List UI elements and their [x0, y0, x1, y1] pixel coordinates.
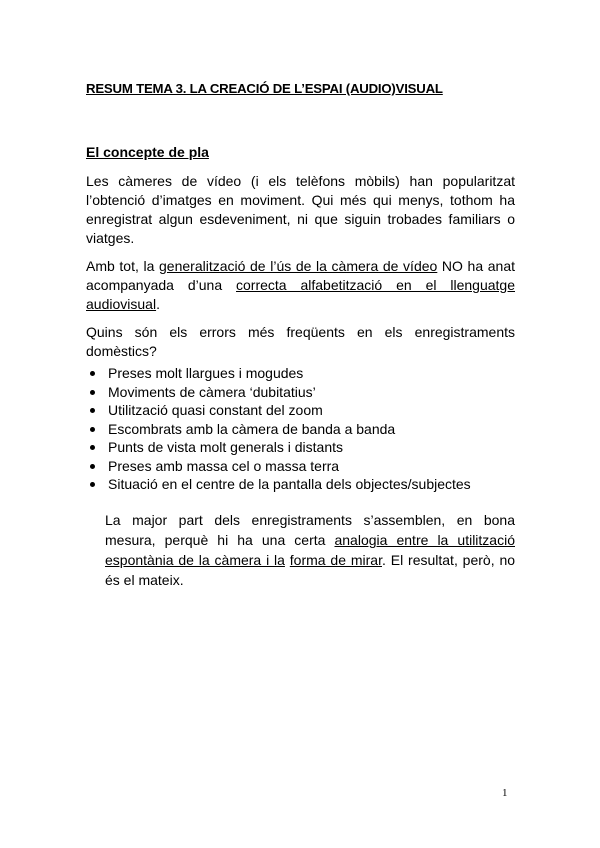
- paragraph-2-underlined-1: generalització de l’ús de la càmera de vídeo: [159, 258, 438, 274]
- bullet-icon: [90, 464, 95, 469]
- paragraph-1: Les càmeres de vídeo (i els telèfons mòbils) han popularitzat l’obtenció d’imatges en moviment. Qui més qui menys, tothom ha enregistrat algun esdeveniment, ni que siguin trobades familiars o viatges.: [86, 173, 515, 246]
- list-item-text: Preses amb massa cel o massa terra: [108, 457, 340, 474]
- list-item: [86, 457, 471, 476]
- list-item-text: Moviments de càmera ‘dubitatius’: [108, 383, 316, 400]
- bullet-icon: [90, 408, 95, 413]
- bullet-icon: [90, 427, 95, 432]
- bullet-icon: [90, 371, 95, 376]
- paragraph-4-part-3: . El resultat, però, no és el mateix.: [105, 552, 516, 588]
- bullet-icon: [90, 390, 95, 395]
- list-item: [86, 438, 471, 457]
- bullet-icon: [90, 445, 95, 450]
- list-item: [86, 401, 471, 420]
- paragraph-4-underlined-1: analogia entre la utilització espontània de la càmera i la: [105, 532, 515, 568]
- list-item: [86, 475, 471, 494]
- list-item: [86, 383, 471, 402]
- list-item-text: Escombrats amb la càmera de banda a banda: [108, 420, 396, 437]
- bullet-icon: [90, 482, 95, 487]
- list-item: [86, 364, 471, 383]
- paragraph-2: [86, 257, 515, 314]
- list-item-text: Utilització quasi constant del zoom: [108, 402, 323, 418]
- paragraph-4-part-1: La major part dels enregistraments s’assemblen, en bona mesura, perquè hi ha una certa: [105, 512, 515, 548]
- list-item-text: Situació en el centre de la pantalla dels objectes/subjectes: [108, 476, 471, 492]
- paragraph-4-underlined-2: forma de mirar: [289, 552, 382, 568]
- document-title: RESUM TEMA 3. LA CREACIÓ DE L’ESPAI (AUDIO)VISUAL: [86, 81, 443, 96]
- page-number: 1: [502, 787, 508, 799]
- paragraph-2-part-3: .: [156, 296, 160, 312]
- error-list: [86, 364, 471, 494]
- paragraph-2-part-2: NO ha anat acompanyada d’una: [86, 258, 515, 293]
- list-item: [86, 420, 471, 439]
- paragraph-2-part-1: Amb tot, la: [86, 258, 160, 274]
- section-heading: El concepte de pla: [86, 144, 209, 160]
- paragraph-2-underlined-2: correcta alfabetització en el llenguatge audiovisual: [86, 277, 515, 312]
- list-item-text: Preses molt llargues i mogudes: [108, 365, 304, 381]
- paragraph-3: Quins són els errors més freqüents en els enregistraments domèstics?: [86, 324, 515, 359]
- paragraph-4: [105, 510, 515, 590]
- list-item-text: Punts de vista molt generals i distants: [108, 439, 344, 455]
